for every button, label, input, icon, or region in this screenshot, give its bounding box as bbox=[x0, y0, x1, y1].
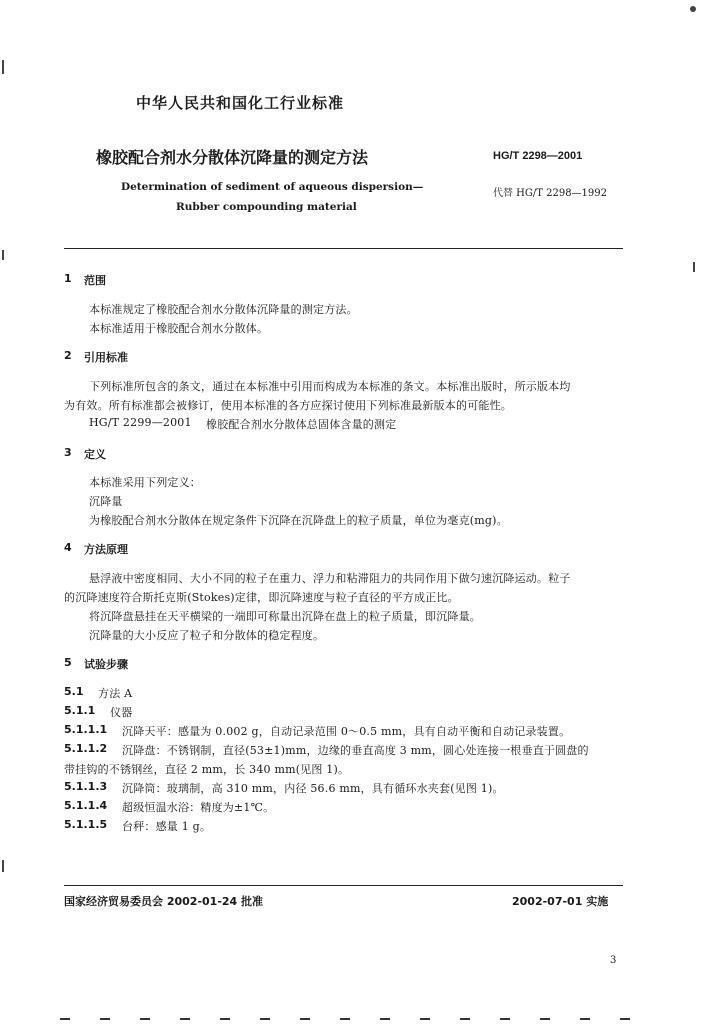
clause-5-1-1-5-text: 台秤：感量 1 g。 bbox=[122, 820, 212, 833]
scan-mark-left bbox=[2, 250, 4, 260]
scan-mark-right bbox=[690, 6, 696, 12]
clause-5-1-1-title: 仪器 bbox=[110, 706, 133, 719]
section-3-para-1: 本标准采用下列定义： bbox=[89, 476, 201, 489]
section-4-number: 4 bbox=[64, 541, 72, 554]
section-4-para-2: 将沉降盘悬挂在天平横梁的一端即可称量出沉降在盘上的粒子质量，即沉降量。 bbox=[89, 610, 481, 623]
replaces-standard: 代替 HG/T 2298—1992 bbox=[493, 188, 608, 199]
scan-noise-bottom bbox=[60, 1018, 660, 1020]
section-2-number: 2 bbox=[64, 349, 72, 362]
clause-5-1-1-1-text: 沉降天平：感量为 0.002 g，自动记录范围 0～0.5 mm，具有自动平衡和自动记录装置。 bbox=[122, 725, 571, 738]
clause-5-1-1-4-text: 超级恒温水浴：精度为±1℃。 bbox=[122, 801, 275, 814]
industry-standard-heading: 中华人民共和国化工行业标准 bbox=[136, 94, 345, 112]
scan-mark-right bbox=[693, 262, 695, 272]
clause-5-1-1-2-text-a: 沉降盘：不锈钢制，直径(53±1)mm，边缘的垂直高度 3 mm，圆心处连接一根垂直于圆盘的 bbox=[122, 744, 589, 757]
section-2-para-1a: 下列标准所包含的条文，通过在本标准中引用而构成为本标准的条文。本标准出版时，所示版本均 bbox=[89, 380, 571, 393]
clause-5-1-1-number: 5.1.1 bbox=[64, 704, 96, 717]
document-title: 橡胶配合剂水分散体沉降量的测定方法 bbox=[96, 148, 369, 167]
section-1-number: 1 bbox=[64, 272, 72, 285]
section-5-title: 试验步骤 bbox=[84, 658, 128, 671]
section-3-term: 沉降量 bbox=[89, 495, 123, 508]
section-4-para-1a: 悬浮液中密度相同、大小不同的粒子在重力、浮力和粘滞阻力的共同作用下做匀速沉降运动。粒子 bbox=[89, 572, 571, 585]
section-2-para-1b: 为有效。所有标准都会被修订，使用本标准的各方应探讨使用下列标准最新版本的可能性。 bbox=[64, 399, 512, 412]
section-4-para-1b: 的沉降速度符合斯托克斯(Stokes)定律，即沉降速度与粒子直径的平方成正比。 bbox=[64, 591, 459, 604]
section-1-title: 范围 bbox=[84, 274, 106, 287]
approval-line: 国家经济贸易委员会 2002-01-24 批准 bbox=[64, 895, 264, 908]
section-1-para-2: 本标准适用于橡胶配合剂水分散体。 bbox=[89, 322, 269, 335]
scan-mark-left bbox=[2, 60, 4, 74]
clause-5-1-1-2-text-b: 带挂钩的不锈钢丝，直径 2 mm，长 340 mm(见图 1)。 bbox=[64, 763, 350, 776]
clause-5-1-1-5-number: 5.1.1.5 bbox=[64, 818, 108, 831]
section-4-title: 方法原理 bbox=[84, 543, 128, 556]
section-5-number: 5 bbox=[64, 656, 72, 669]
clause-5-1-1-4-number: 5.1.1.4 bbox=[64, 799, 108, 812]
page-number: 3 bbox=[610, 955, 617, 966]
title-english-line1: Determination of sediment of aqueous dispersion— bbox=[121, 181, 424, 193]
section-3-title: 定义 bbox=[84, 448, 106, 461]
clause-5-1-1-3-number: 5.1.1.3 bbox=[64, 780, 108, 793]
title-english-line2: Rubber compounding material bbox=[176, 201, 357, 213]
clause-5-1-title: 方法 A bbox=[98, 687, 133, 700]
clause-5-1-1-2-number: 5.1.1.2 bbox=[64, 742, 108, 755]
scan-mark-left bbox=[2, 860, 4, 872]
section-3-number: 3 bbox=[64, 446, 72, 459]
standard-code: HG/T 2298—2001 bbox=[493, 150, 583, 162]
section-1-para-1: 本标准规定了橡胶配合剂水分散体沉降量的测定方法。 bbox=[89, 303, 358, 316]
section-2-title: 引用标准 bbox=[84, 351, 128, 364]
section-4-para-3: 沉降量的大小反应了粒子和分散体的稳定程度。 bbox=[89, 629, 325, 642]
clause-5-1-1-1-number: 5.1.1.1 bbox=[64, 723, 108, 736]
section-3-definition: 为橡胶配合剂水分散体在规定条件下沉降在沉降盘上的粒子质量，单位为毫克(mg)。 bbox=[89, 514, 508, 527]
header-divider bbox=[64, 248, 623, 249]
implementation-date: 2002-07-01 实施 bbox=[512, 895, 609, 908]
clause-5-1-number: 5.1 bbox=[64, 685, 84, 698]
clause-5-1-1-3-text: 沉降筒：玻璃制，高 310 mm，内径 56.6 mm，具有循环水夹套(见图 1)。 bbox=[122, 782, 504, 795]
section-2-ref-title: 橡胶配合剂水分散体总固体含量的测定 bbox=[206, 418, 397, 431]
footer-divider bbox=[64, 885, 623, 886]
section-2-ref-code: HG/T 2299—2001 bbox=[89, 416, 192, 429]
